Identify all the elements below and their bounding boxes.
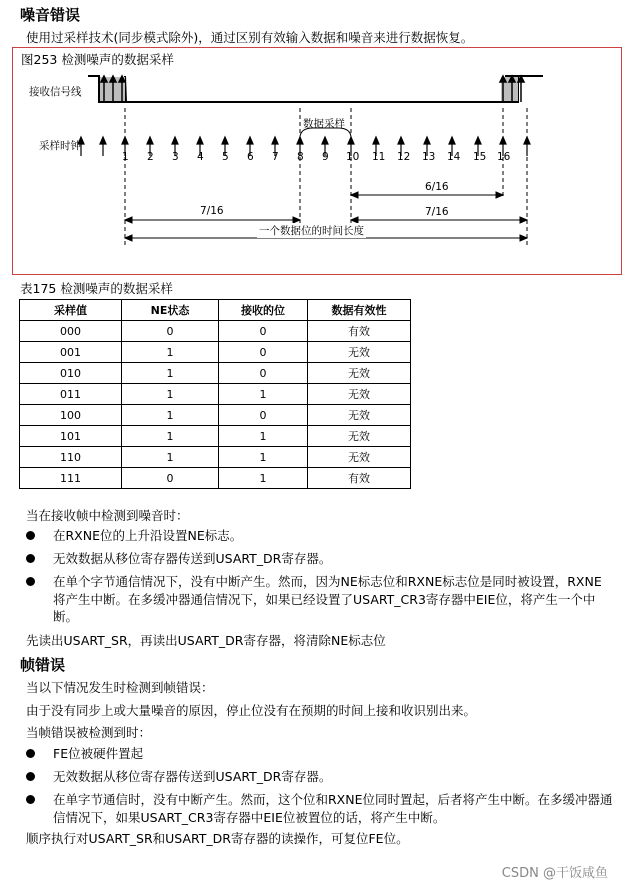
tick-label: 14: [447, 151, 461, 163]
tick-label: 9: [322, 151, 329, 163]
table-cell: 0: [122, 321, 219, 342]
tick-label: 5: [222, 151, 229, 163]
tick-label: 16: [497, 151, 511, 163]
intro-text: 使用过采样技术(同步模式除外)，通过区别有效输入数据和噪音来进行数据恢复。: [26, 30, 474, 45]
bullet-icon: [26, 792, 36, 802]
rx-line-label: 接收信号线: [29, 86, 82, 98]
bullet-icon: [26, 769, 36, 779]
bullet-text: 无效数据从移位寄存器传送到USART_DR寄存器。: [53, 551, 332, 566]
table-header-row: [20, 300, 411, 321]
table-cell: 101: [20, 426, 122, 447]
table-cell: 0: [219, 363, 308, 384]
bullet-text: 在单个字节通信情况下，没有中断产生。然而，因为NE标志位和RXNE标志位是同时被设置，RXNE将产生中断。在多缓冲器通信情况下，如果已经设置了USART_CR3寄存器中EIE位，将产生一个中断。: [53, 574, 602, 624]
bullet-text: 在RXNE位的上升沿设置NE标志。: [53, 528, 243, 543]
table-cell: 0: [219, 342, 308, 363]
bullet-icon: [26, 551, 36, 561]
table-cell: 1: [122, 384, 219, 405]
table-row: [20, 363, 411, 384]
table-title: 表175 检测噪声的数据采样: [20, 281, 173, 296]
tick-label: 12: [397, 151, 411, 163]
table-cell: 1: [122, 363, 219, 384]
sample-label: 数据采样: [303, 118, 345, 130]
table-cell: 0: [122, 468, 219, 489]
tick-label: 13: [422, 151, 436, 163]
table-cell: 1: [219, 447, 308, 468]
tick-label: 6: [247, 151, 254, 163]
noise-detected-text: 当在接收帧中检测到噪音时：: [26, 508, 189, 523]
table-row: [20, 342, 411, 363]
timing-diagram: [13, 48, 621, 274]
watermark: CSDN @干饭咸鱼: [501, 866, 608, 881]
frame-error-intro: 当以下情况发生时检测到帧错误：: [26, 680, 214, 695]
table-cell: 1: [122, 447, 219, 468]
bullet-text: 无效数据从移位寄存器传送到USART_DR寄存器。: [53, 769, 332, 784]
table-cell: 0: [219, 321, 308, 342]
table-cell: 0: [219, 405, 308, 426]
table-row: [20, 321, 411, 342]
table-cell: 111: [20, 468, 122, 489]
frame-error-reason: 由于没有同步上或大量噪音的原因，停止位没有在预期的时间上接和收识别出来。: [26, 703, 477, 718]
table-cell: 1: [122, 426, 219, 447]
table-cell: 无效: [308, 426, 411, 447]
bullet-icon: [26, 528, 36, 538]
table-cell: 010: [20, 363, 122, 384]
tick-label: 8: [297, 151, 304, 163]
sample-arrows-rx: [101, 76, 524, 102]
table-cell: 无效: [308, 363, 411, 384]
dim-6-16: 6/16: [425, 181, 449, 193]
table-cell: 110: [20, 447, 122, 468]
table-cell: 011: [20, 384, 122, 405]
table-row: [20, 405, 411, 426]
tick-label: 2: [147, 151, 154, 163]
table-cell: 有效: [308, 468, 411, 489]
frame-error-when: 当帧错误被检测到时：: [26, 725, 152, 740]
table-cell: 000: [20, 321, 122, 342]
tick-label: 7: [272, 151, 279, 163]
tick-label: 4: [197, 151, 204, 163]
tick-label: 15: [473, 151, 487, 163]
tick-label: 3: [172, 151, 179, 163]
clock-label: 采样时钟: [39, 140, 81, 152]
noise-sampling-table: [19, 299, 411, 489]
tick-label: 10: [346, 151, 360, 163]
frame-error-clear: 顺序执行对USART_SR和USART_DR寄存器的读操作，可复位FE位。: [26, 831, 409, 846]
bit-time-label: 一个数据位的时间长度: [259, 225, 364, 237]
dim-7-16-left: 7/16: [200, 205, 224, 217]
table-cell: 1: [122, 342, 219, 363]
table-cell: 无效: [308, 384, 411, 405]
table-cell: 001: [20, 342, 122, 363]
figure-title: 图253 检测噪声的数据采样: [21, 52, 174, 67]
noise-clear-text: 先读出USART_SR，再读出USART_DR寄存器，将清除NE标志位: [26, 633, 386, 648]
figure-frame: [12, 47, 622, 275]
bullet-text: 在单字节通信时，没有中断产生。然而，这个位和RXNE位同时置起，后者将产生中断。在多缓冲器通信情况下，如果USART_CR3寄存器中EIE位被置位的话，将产生中断。: [53, 792, 613, 825]
dim-7-16-right: 7/16: [425, 206, 449, 218]
table-cell: 100: [20, 405, 122, 426]
tick-label: 11: [372, 151, 386, 163]
table-row: [20, 447, 411, 468]
clock-arrows: [78, 137, 530, 156]
table-row: [20, 468, 411, 489]
table-cell: 1: [219, 426, 308, 447]
bullet-icon: [26, 746, 36, 756]
table-row: [20, 426, 411, 447]
bullet-icon: [26, 574, 36, 584]
heading-frame-error: 帧错误: [20, 656, 66, 674]
col-header: 数据有效性: [308, 300, 411, 321]
table-cell: 1: [122, 405, 219, 426]
table-cell: 1: [219, 384, 308, 405]
bullet-text: FE位被硬件置起: [53, 746, 144, 761]
rx-signal: [88, 76, 543, 102]
heading-noise-error: 噪音错误: [20, 6, 81, 24]
table-cell: 无效: [308, 405, 411, 426]
table-cell: 有效: [308, 321, 411, 342]
col-header: 接收的位: [219, 300, 308, 321]
tick-label: 1: [122, 151, 129, 163]
col-header: 采样值: [20, 300, 122, 321]
col-header: NE状态: [122, 300, 219, 321]
table-cell: 1: [219, 468, 308, 489]
table-row: [20, 384, 411, 405]
table-cell: 无效: [308, 447, 411, 468]
table-cell: 无效: [308, 342, 411, 363]
